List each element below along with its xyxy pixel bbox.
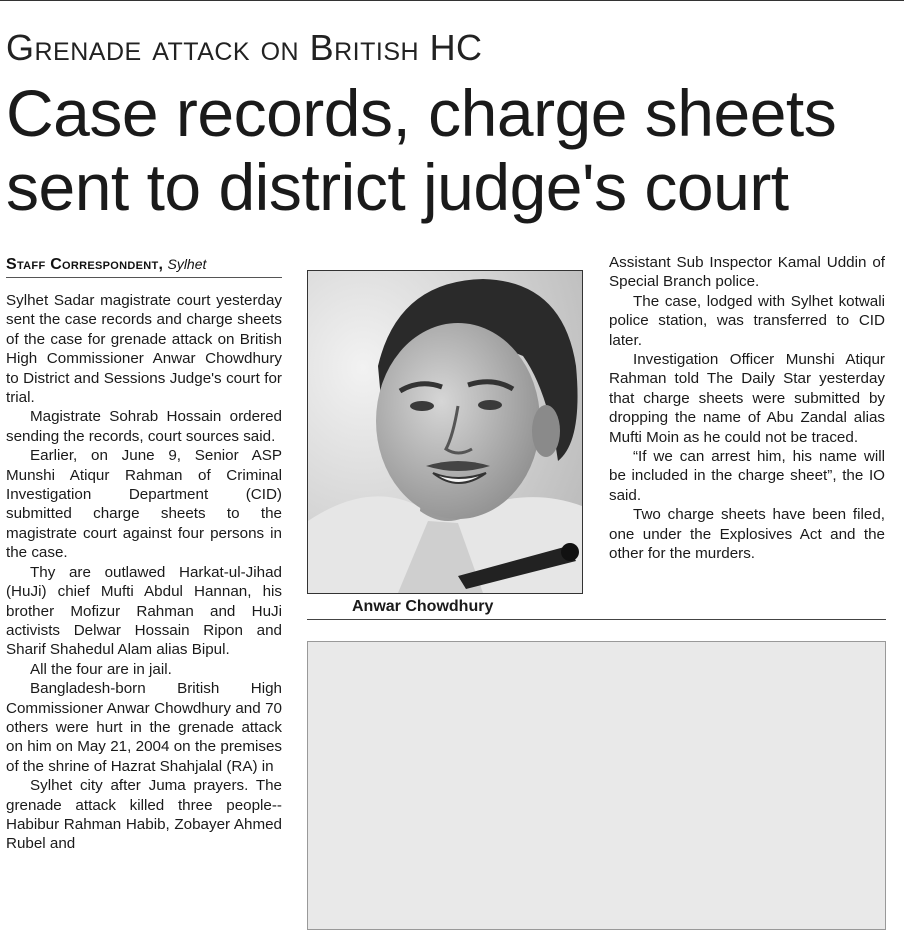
paragraph: Two charge sheets have been filed, one under the Explosives Act and the other for the murders. xyxy=(609,506,885,563)
portrait-illustration xyxy=(308,271,582,593)
article-column-3 xyxy=(609,253,885,564)
article-column-1 xyxy=(6,291,282,854)
byline-author: Staff Correspondent, xyxy=(6,256,164,273)
byline-place: Sylhet xyxy=(167,256,207,272)
kicker: Grenade attack on British HC xyxy=(6,27,483,68)
paragraph: Magistrate Sohrab Hossain ordered sending the records, court sources said. xyxy=(6,408,282,445)
paragraph: Earlier, on June 9, Senior ASP Munshi Atiqur Rahman of Criminal Investigation Department (CID) submitted charge sheets to the magistrate court against four persons in the case. xyxy=(6,447,282,562)
byline-rule xyxy=(6,277,282,278)
paragraph: Bangladesh-born British High Commissioner Anwar Chowdhury and 70 others were hurt in the grenade attack on him on May 21, 2004 on the premises of the shrine of Hazrat Shahjalal (RA) in xyxy=(6,680,282,775)
byline xyxy=(6,255,282,274)
paragraph: All the four are in jail. xyxy=(30,660,172,678)
photo-caption: Anwar Chowdhury xyxy=(352,598,494,615)
paragraph: Thy are outlawed Harkat-ul-Jihad (HuJi) chief Mufti Abdul Hannan, his brother Mofizur Rahman and HuJi activists Delwar Hossain Ripon and Sharif Shahedul Alam alias Bipul. xyxy=(6,563,282,659)
portrait-photo xyxy=(307,270,583,594)
paragraph: Assistant Sub Inspector Kamal Uddin of Special Branch police. xyxy=(609,254,885,291)
headline-line-2: sent to district judge's court xyxy=(6,150,789,224)
headline-line-1: Case records, charge sheets xyxy=(6,76,837,150)
paragraph: Sylhet city after Juma prayers. The grenade attack killed three people--Habibur Rahman Habib, Zobayer Ahmed Rubel and xyxy=(6,777,282,853)
headline xyxy=(6,76,906,224)
paragraph: “If we can arrest him, his name will be included in the charge sheet”, the IO said. xyxy=(609,448,885,504)
section-divider xyxy=(307,619,886,620)
paragraph: Investigation Officer Munshi Atiqur Rahman told The Daily Star yesterday that charge sheets were submitted by dropping the name of Abu Zandal alias Mufti Moin as he could not be traced. xyxy=(609,351,885,446)
advertisement-placeholder xyxy=(307,641,886,930)
paragraph: Sylhet Sadar magistrate court yesterday sent the case records and charge sheets of the case for grenade attack on British High Commissioner Anwar Chowdhury to District and Sessions Judge's court for trial. xyxy=(6,292,282,407)
top-rule xyxy=(0,0,904,1)
paragraph: The case, lodged with Sylhet kotwali police station, was transferred to CID later. xyxy=(609,292,885,349)
